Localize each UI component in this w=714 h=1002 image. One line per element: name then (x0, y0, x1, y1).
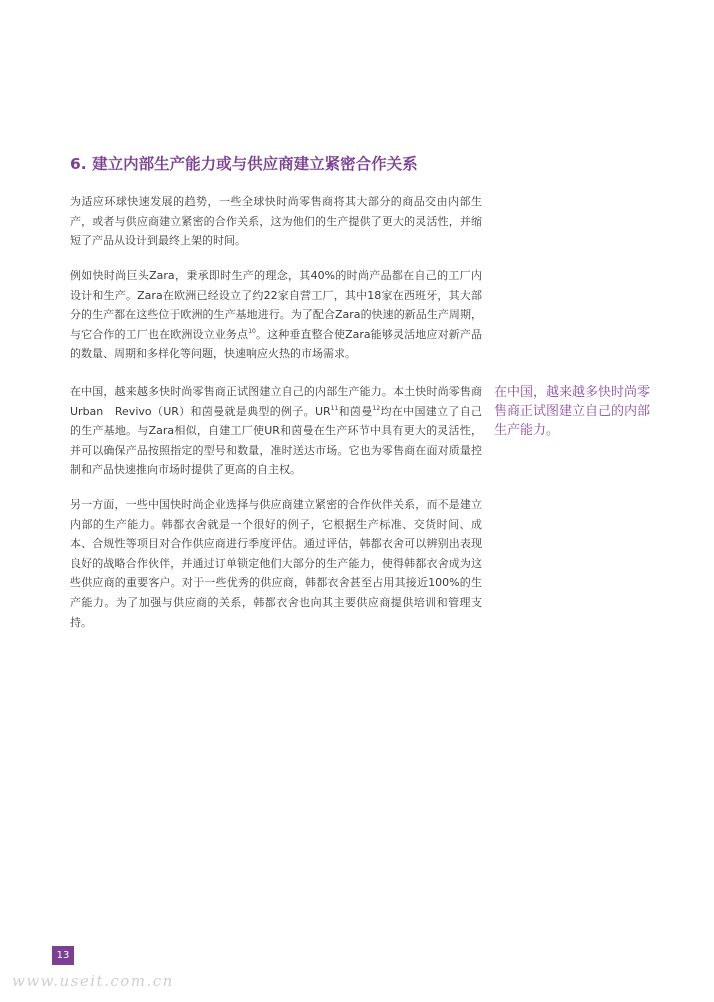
footnote-ref-12: 12 (372, 404, 381, 412)
pull-quote: 在中国，越来越多快时尚零售商正试图建立自己的内部生产能力。 (494, 385, 651, 438)
footnote-ref-10: 10 (248, 327, 256, 335)
paragraph-china (70, 382, 482, 480)
paragraph-china-text-c: 均在中国建立了自己的生产基地。与Zara相似，自建工厂使UR和茵曼在生产环节中具有更大的灵活性，并可以确保产品按照指定的型号和数量，准时送达市场。它也为零售商在面对质量控制和产品快速推向市场时提供了更高的自主权。 (70, 404, 483, 477)
paragraph-zara (70, 266, 482, 364)
paragraph-zara-text-a: 例如快时尚巨头Zara，秉承即时生产的理念，其40%的时尚产品都在自己的工厂内设计和生产。Zara在欧洲已经设立了约22家自营工厂，其中18家在西班牙，其大部分的生产都在这些位于欧洲的生产基地进行。为了配合Zara的快速的新品生产周期，与它合作的工厂也在欧洲设立业务点 (70, 269, 482, 341)
watermark: www.useit.com.cn (12, 972, 174, 990)
paragraph-china-text-a: 在中国，越来越多快时尚零售商正试图建立自己的内部生产能力。本土快时尚零售商Urban Revivo（UR）和茵曼就是典型的例子。UR (70, 385, 482, 418)
section-heading: 6. 建立内部生产能力或与供应商建立紧密合作关系 (70, 155, 418, 173)
page-number: 13 (52, 946, 74, 965)
paragraph-intro: 为适应环球快速发展的趋势，一些全球快时尚零售商将其大部分的商品交由内部生产，或者与供应商建立紧密的合作关系，这为他们的生产提供了更大的灵活性，并缩短了产品从设计到最终上架的时间。 (70, 195, 482, 248)
paragraph-china-text-b: 和茵曼 (338, 404, 373, 418)
paragraph-handu: 另一方面，一些中国快时尚企业选择与供应商建立紧密的合作伙伴关系，而不是建立内部的生产能力。韩都衣舍就是一个很好的例子，它根据生产标准、交货时间、成本、合规性等项目对合作供应商进行季度评估。通过评估，韩都衣舍可以辨别出表现良好的战略合作伙伴，并通过订单锁定他们大部分的生产能力，使得韩都衣舍成为这些供应商的重要客户。对于一些优秀的供应商，韩都衣舍甚至占用其接近100%的生产能力。为了加强与供应商的关系，韩都衣舍也向其主要供应商提供培训和管理支持。 (70, 498, 482, 629)
paragraph-zara-text-b: 。这种垂直整合使Zara能够灵活地应对新产品的数量、周期和多样化等问题，快速响应火热的市场需求。 (70, 327, 482, 361)
footnote-ref-11: 11 (330, 404, 339, 412)
